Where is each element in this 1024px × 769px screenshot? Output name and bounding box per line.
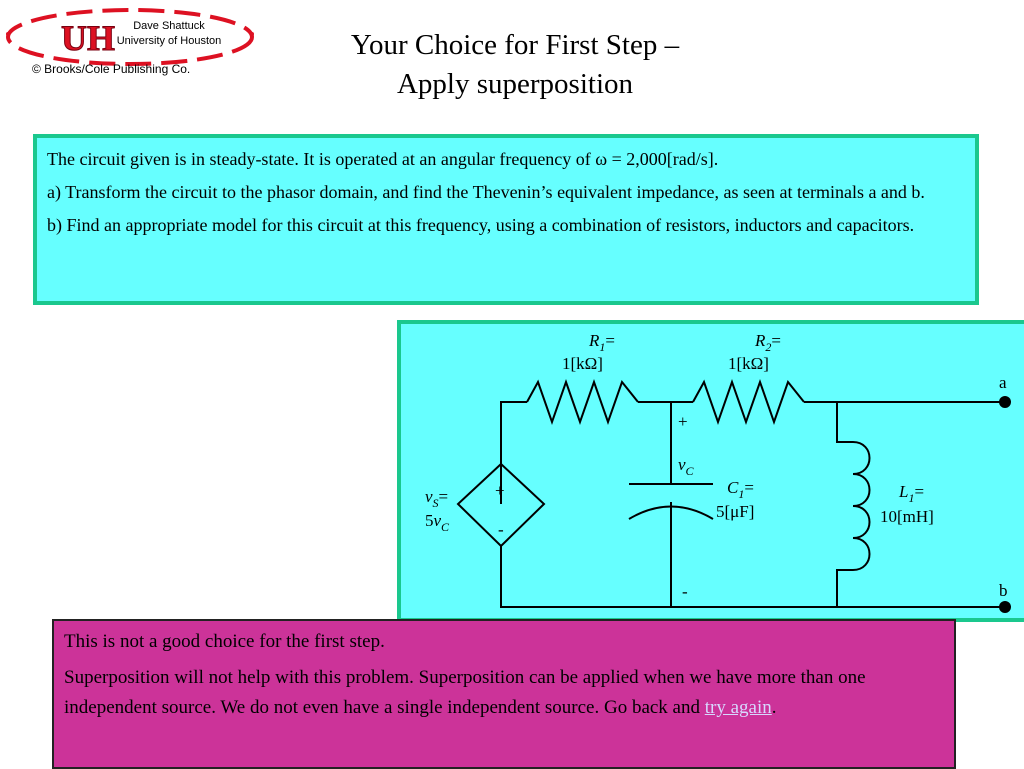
problem-intro: The circuit given is in steady-state. It is operated at an angular frequency of ω = 2,000[rad/s]. [47,149,719,169]
terminal-a-label: a [999,373,1007,392]
c1-value: 5[μF] [716,502,755,521]
circuit-diagram [397,320,1024,622]
source-minus: - [498,520,504,539]
author-block [104,19,234,49]
author-affiliation: University of Houston [116,35,222,47]
r2-label: $R_2=$ [755,331,781,354]
problem-part-a: a) Transform the circuit to the phasor domain, and find the Thevenin’s equivalent impedance, as seen at terminals a and b. [47,182,925,202]
title-line-2: Apply superposition [396,68,634,100]
logo-dot-right [250,32,254,36]
feedback-line-1: This is not a good choice for the first step. [64,631,385,652]
r1-value: 1[kΩ] [562,354,603,373]
author-name: Dave Shattuck [133,20,205,32]
source-plus: + [495,481,505,500]
terminal-a-node [999,396,1011,408]
logo-dot-left [6,32,10,36]
wire-bottom [501,546,1005,607]
wire-ind-top [837,402,853,442]
vs-label: $v_S=$ [425,487,449,510]
terminal-b-node [999,601,1011,613]
l1-label: $L_1=$ [899,482,925,505]
feedback-line-2 [64,663,946,723]
resistor-r2 [693,382,804,422]
problem-statement [33,134,979,305]
slide-title [290,26,740,104]
inductor-l1 [853,442,870,570]
vc-minus: - [682,582,688,601]
l1-value: 10[mH] [880,507,934,526]
feedback-line-2-end: . [771,697,777,718]
terminal-b-label: b [999,581,1008,600]
feedback-line-2-text: Superposition will not help with this problem. Superposition can be applied when we have more than one independent source. We do not even have a single independent source. Go back and [64,667,866,718]
c1-label: $C_1=$ [727,478,754,501]
resistor-r1 [527,382,638,422]
try-again-link[interactable]: try again [704,697,772,718]
vs-value: $5v_C$ [425,511,450,534]
title-line-1: Your Choice for First Step – [350,29,680,61]
wire-top-left [501,402,527,504]
feedback-box [52,619,956,769]
r2-value: 1[kΩ] [728,354,769,373]
r1-label: $R_1=$ [589,331,615,354]
problem-part-b: b) Find an appropriate model for this circuit at this frequency, using a combination of resistors, inductors and capacitors. [47,215,915,235]
wire-ind-bottom [837,570,853,607]
logo-letters: UH [61,18,115,58]
vc-plus: + [678,412,688,431]
copyright: © Brooks/Cole Publishing Co. [32,62,191,76]
vc-label: $v_C$ [678,455,694,478]
